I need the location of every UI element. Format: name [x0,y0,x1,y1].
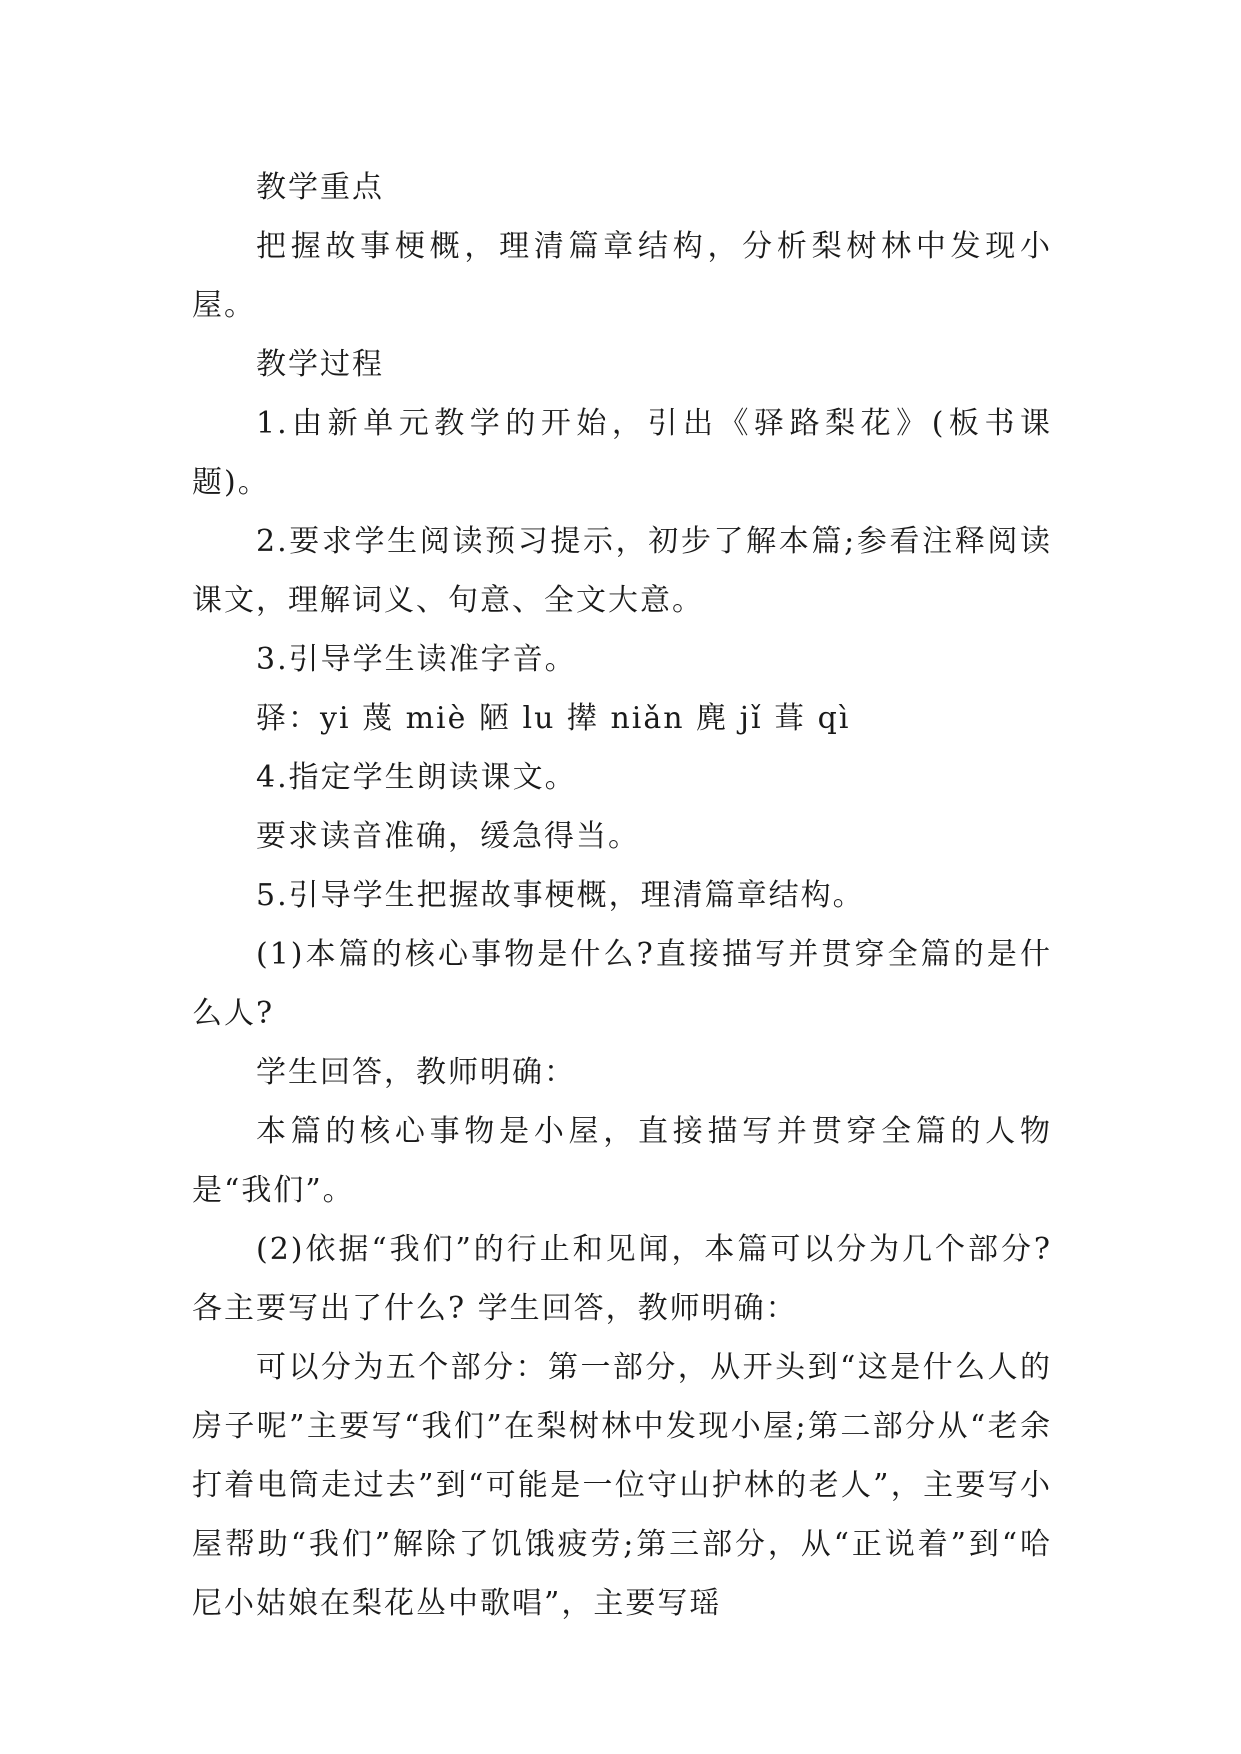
paragraph-question-1: (1)本篇的核心事物是什么?直接描写并贯穿全篇的是什么人? [192,937,1052,1031]
paragraph-answer-2: 可以分为五个部分：第一部分，从开头到“这是什么人的房子呢”主要写“我们”在梨树林中发现小屋;第二部分从“老余打着电筒走过去”到“可能是一位守山护林的老人”，主要写小屋帮助“我们”解除了饥饿疲劳;第三部分，从“正说着”到“哈尼小姑娘在梨花丛中歌唱”，主要写瑶 [192,1350,1052,1621]
heading-teaching-focus: 教学重点 [256,170,384,205]
paragraph-reading-requirement: 要求读音准确，缓急得当。 [256,819,640,854]
paragraph-step-4: 4.指定学生朗读课文。 [256,760,577,795]
paragraph-question-2: (2)依据“我们”的行止和见闻，本篇可以分为几个部分?各主要写出了什么? 学生回答，教师明确： [192,1232,1052,1326]
paragraph-step-1: 1.由新单元教学的开始，引出《驿路梨花》(板书课题)。 [192,406,1052,500]
paragraph-answer-1: 本篇的核心事物是小屋，直接描写并贯穿全篇的人物是“我们”。 [192,1114,1052,1208]
paragraph-teaching-focus-text: 把握故事梗概，理清篇章结构，分析梨树林中发现小屋。 [192,229,1052,323]
paragraph-answer-intro-1: 学生回答，教师明确： [256,1055,576,1090]
heading-teaching-process: 教学过程 [256,347,384,382]
paragraph-step-3: 3.引导学生读准字音。 [256,642,577,677]
document-body [192,158,1052,1633]
paragraph-step-5: 5.引导学生把握故事梗概，理清篇章结构。 [256,878,865,913]
paragraph-pronunciation: 驿：yi 蔑 miè 陋 lu 撵 niǎn 麂 jǐ 葺 qì [256,701,851,736]
paragraph-step-2: 2.要求学生阅读预习提示，初步了解本篇;参看注释阅读课文，理解词义、句意、全文大意。 [192,524,1052,618]
